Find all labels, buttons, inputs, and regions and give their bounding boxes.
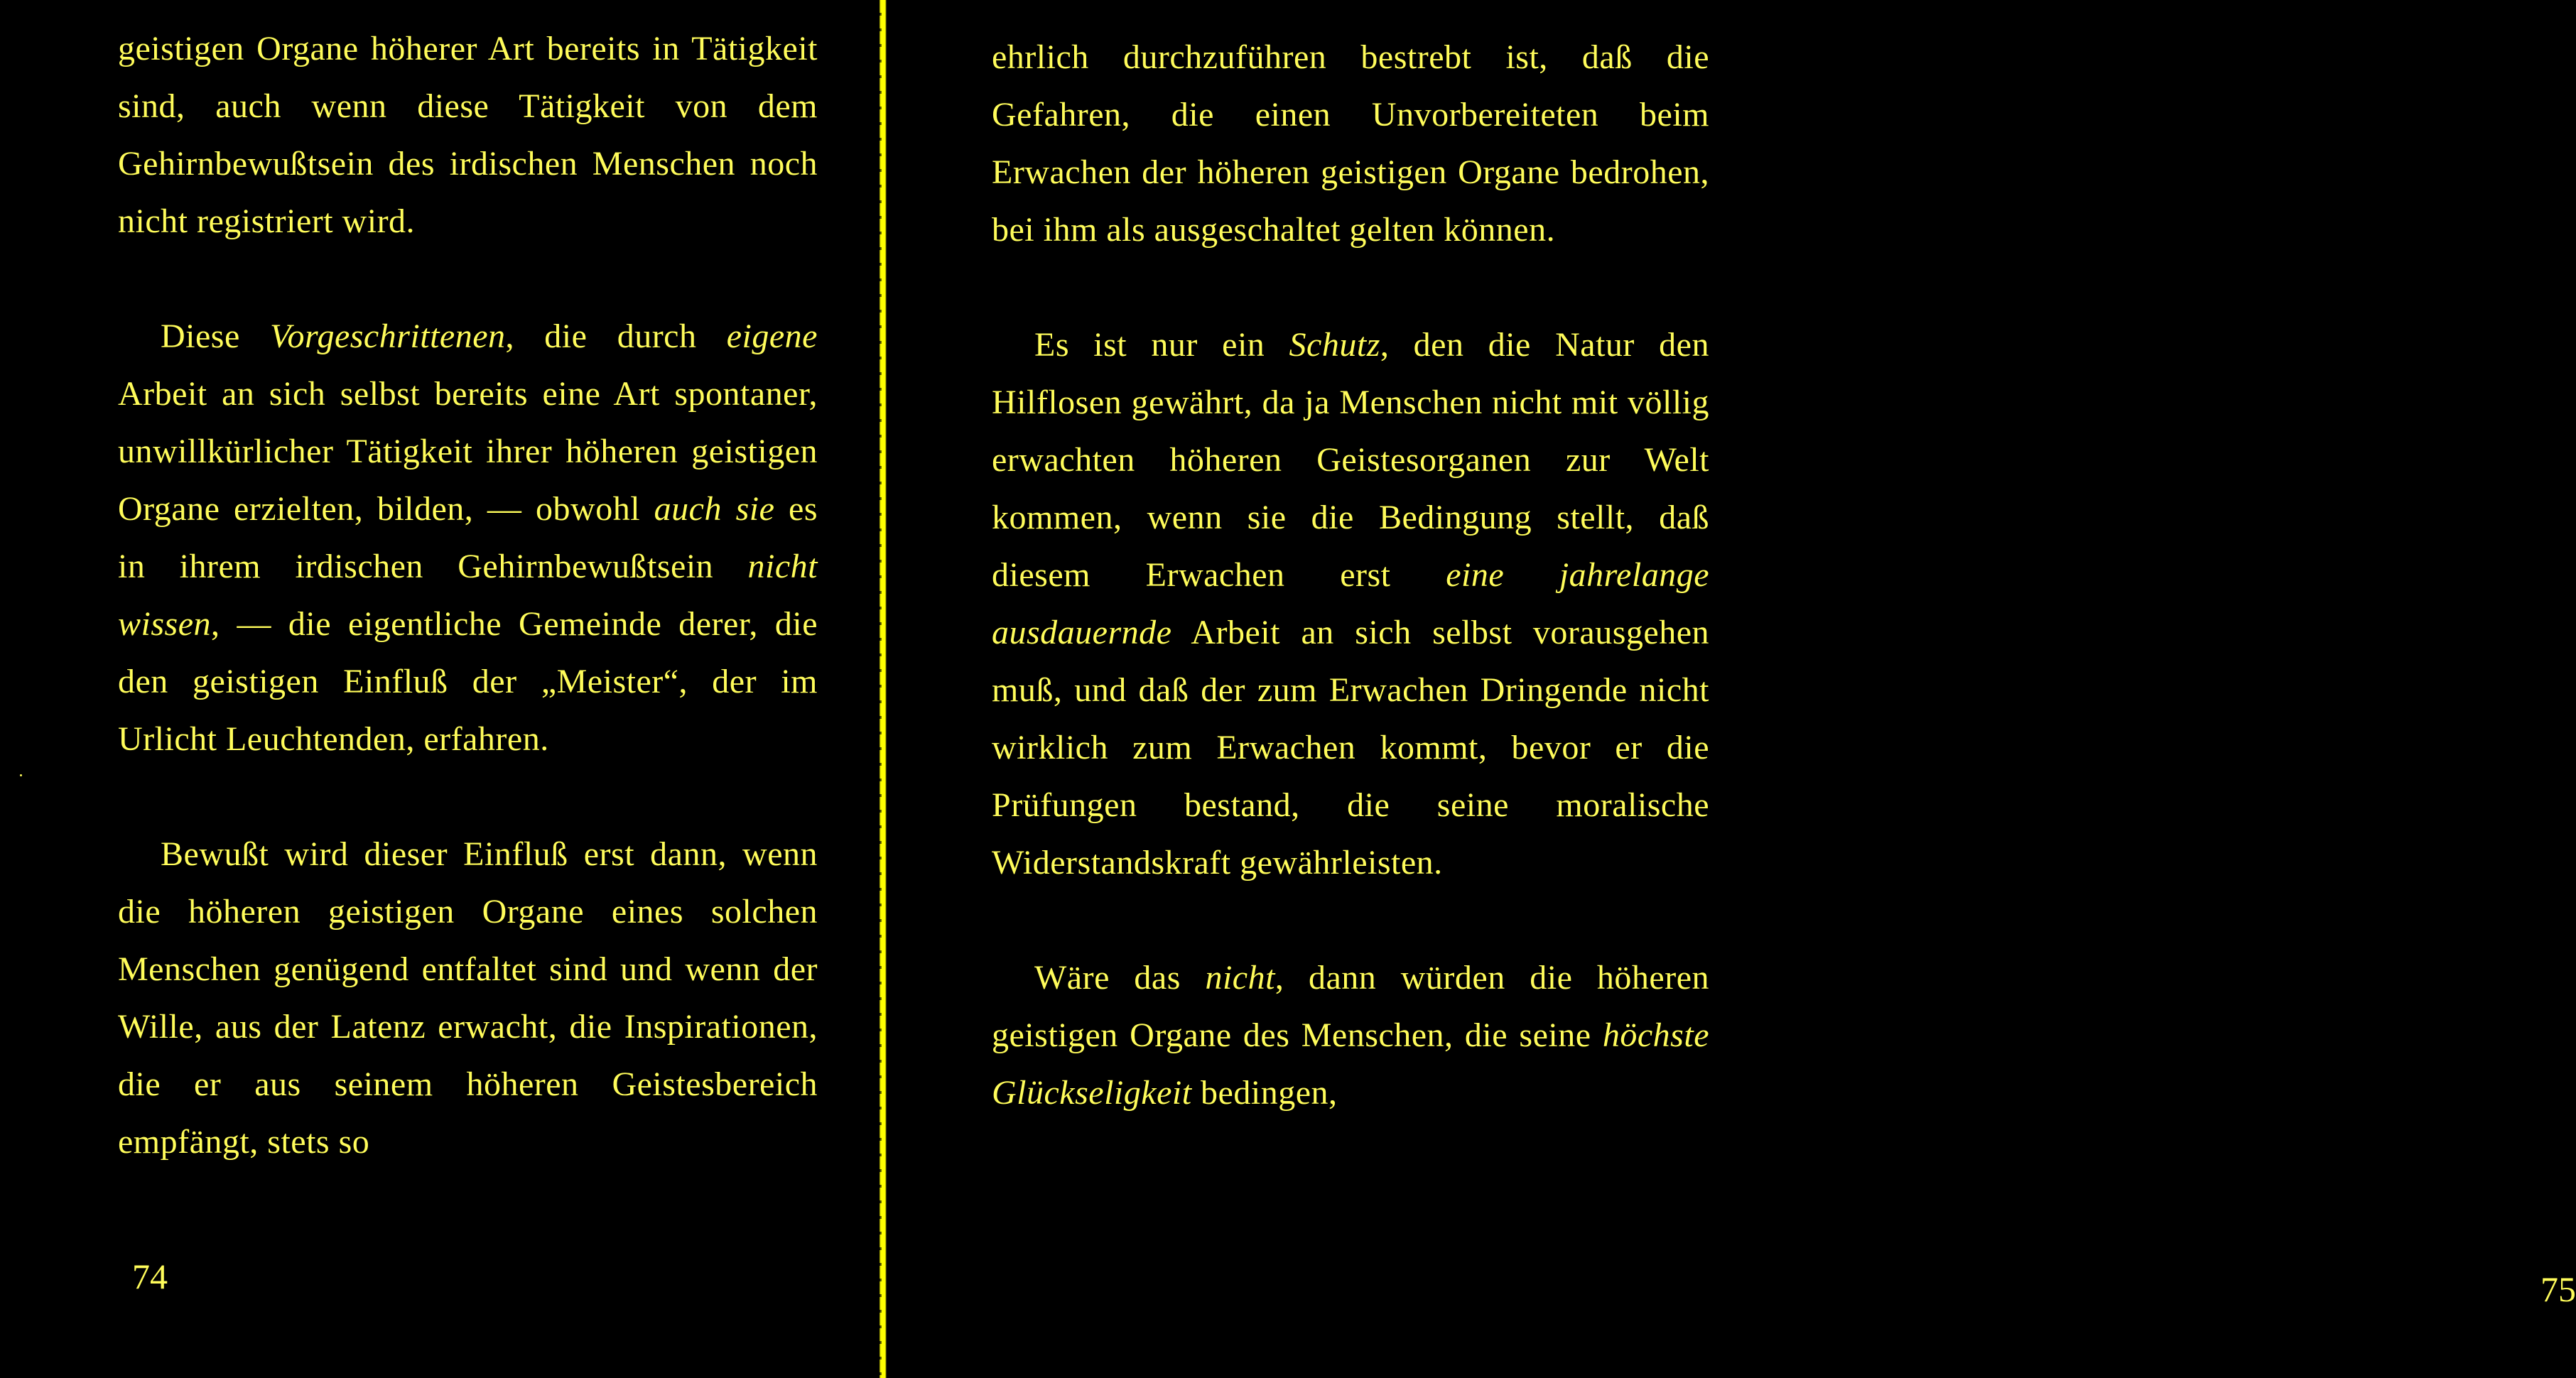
- paragraph: [118, 20, 818, 250]
- text-run: Wäre das: [1034, 959, 1206, 997]
- text-run: , dann würden die höheren geistigen Organe des Menschen, die seine: [992, 959, 1709, 1054]
- text-run: Es ist nur ein: [1034, 326, 1289, 364]
- page-number: 74: [132, 1257, 168, 1296]
- page-number: 75: [2540, 1269, 2576, 1309]
- print-speck: [20, 774, 22, 776]
- text-run: bedingen,: [1191, 1074, 1338, 1112]
- text-run: ehrlich durchzuführen bestrebt ist, daß die Gefahren, die einen Unvorbereiteten beim Erwachen der höheren geistigen Organe bedrohen, bei ihm als ausgeschaltet gelten können.: [992, 38, 1709, 249]
- text-run: geistigen Organe höherer Art bereits in Tätigkeit sind, auch wenn diese Tätigkeit von dem Gehirnbewußtsein des irdischen Menschen noch nicht registriert wird.: [118, 30, 818, 240]
- paragraph: [118, 825, 818, 1171]
- emphasis: Schutz: [1289, 326, 1380, 364]
- text-run: , die durch: [505, 318, 727, 355]
- text-run: , den die Natur den Hilflosen gewährt, da ja Menschen nicht mit völlig erwachten höheren Geistesorganen zur Welt kommen, wenn sie die Bedingung stellt, daß diesem Erwachen erst: [992, 326, 1709, 594]
- text-run: es in ihrem irdischen Gehirnbewußtsein: [118, 490, 818, 585]
- emphasis: höchste Glückseligkeit: [992, 1016, 1709, 1112]
- left-page-text: [118, 20, 818, 1171]
- emphasis: nicht: [1205, 959, 1275, 997]
- paragraph: [992, 28, 1709, 259]
- gutter-edge: [880, 0, 882, 1378]
- paragraph: [118, 308, 818, 768]
- text-run: Diese: [161, 318, 271, 355]
- emphasis: eigene: [726, 318, 818, 355]
- left-page: [0, 0, 881, 1378]
- paragraph: [992, 316, 1709, 891]
- right-page: [895, 0, 2576, 1378]
- text-run: Arbeit an sich selbst vorausgehen muß, und daß der zum Erwachen Dringende nicht wirklich zum Erwachen kommt, bevor er die Prüfungen bestand, die seine moralische Widerstandskraft gewährleisten.: [992, 614, 1709, 881]
- right-page-text: [992, 28, 1709, 1122]
- text-run: Bewußt wird dieser Einfluß erst dann, wenn die höheren geistigen Organe eines solchen Menschen genügend entfaltet sind und wenn der Wille, aus der Latenz erwacht, die Inspirationen, die er aus seinem höheren Geistesbereich empfängt, stets so: [118, 835, 818, 1161]
- paragraph: [992, 949, 1709, 1122]
- emphasis: eine jahrelange ausdauernde: [992, 556, 1709, 651]
- emphasis: nicht wissen: [118, 548, 818, 643]
- text-run: , — die eigentliche Gemeinde derer, die den geistigen Einfluß der „Meister“, der im Urlicht Leuchtenden, erfahren.: [118, 605, 818, 758]
- text-run: Arbeit an sich selbst bereits eine Art spontaner, unwillkürlicher Tätigkeit ihrer höheren geistigen Organe erzielten, bilden, — obwohl: [118, 375, 818, 528]
- emphasis: Vorgeschrittenen: [270, 318, 506, 355]
- emphasis: auch sie: [654, 490, 775, 528]
